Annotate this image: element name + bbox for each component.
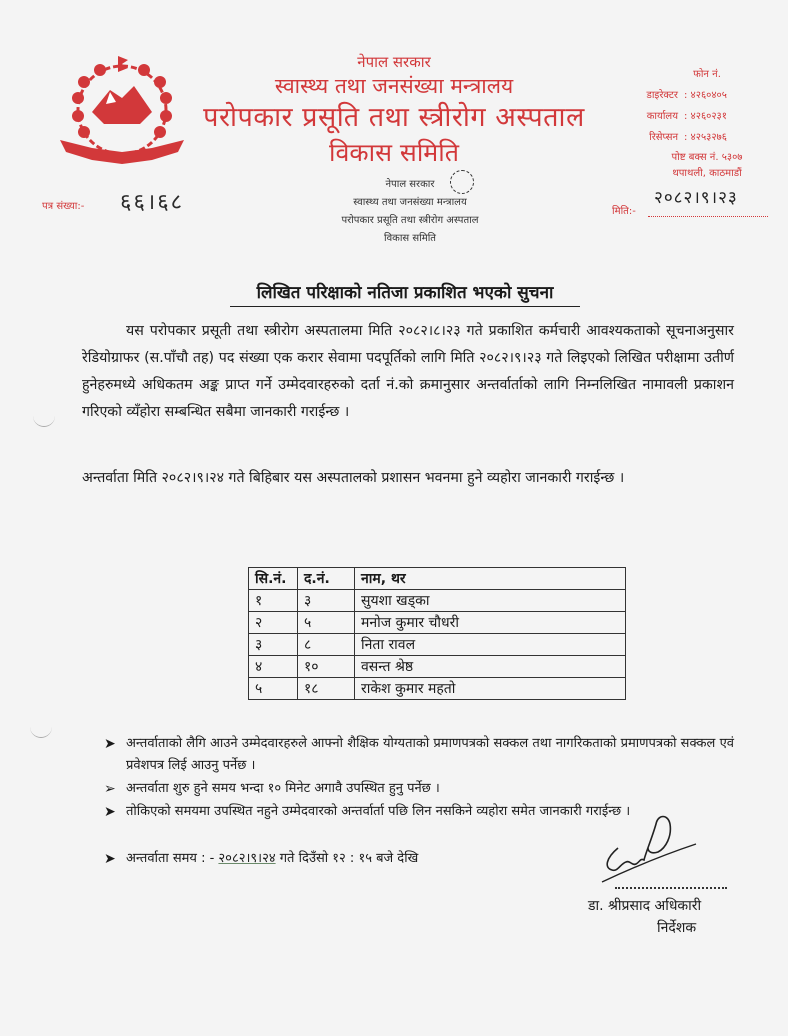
results-table [248,567,626,700]
interview-time-prefix: अन्तर्वाता समय : - [126,851,219,866]
cell-serial: ३ [249,634,298,656]
contact-row [600,106,780,127]
cell-reg-no: ३ [298,590,355,612]
cell-serial: ४ [249,656,298,678]
date-dotted-line [648,212,768,217]
contact-row [600,127,780,148]
instruction-text: तोकिएको समयमा उपस्थित नहुने उम्मेदवारको अन्तर्वार्ता पछि लिन नसकिने व्यहोरा समेत जानकारी गराईन्छ । [126,804,631,819]
office-stamp [300,170,520,274]
instruction-text: अन्तर्वाता शुरु हुने समय भन्दा १० मिनेट अगावै उपस्थित हुनु पर्नेछ । [126,781,440,796]
instruction-item [104,778,734,800]
signatory-title: निर्देशक [657,920,697,936]
contact-value: : ४२६०४०५ [684,90,727,101]
address: थपाथली, काठमाडौं [672,168,742,179]
punch-hole-mark [30,727,52,738]
table-header-row [249,568,626,590]
committee-title: विकास समिति [329,138,459,167]
notice-paragraph-2: अन्तर्वाता मिति २०८२।९।२४ गते बिहिबार यस अस्पतालको प्रशासन भवनमा हुने व्यहोरा जानकारी गराईन्छ । [82,470,625,486]
date-value: २०८२।९।२३ [654,188,738,208]
date-label: मिति:- [612,206,636,217]
instruction-text: अन्तर्वाताको लैगि आउने उम्मेदवारहरुले आफ्नो शैक्षिक योग्यताको प्रमाणपत्रको सक्कल तथा नागरिकताको प्रमाणपत्रको सक्कल एवं प्रवेशपत्र लिई आउनु पर्नेछ । [126,736,734,773]
cell-reg-no: ८ [298,634,355,656]
contact-block [600,64,780,182]
reference-number: ६६।६८ [120,190,185,215]
instruction-item [104,733,734,777]
arrow-bullet-icon: ➤ [104,736,116,752]
contact-label: डाइरेक्टर [646,90,678,101]
stamp-line-4: विकास समिति [384,233,436,244]
contact-value: : ४२५३२७६ [684,132,727,143]
cell-serial: ५ [249,678,298,700]
cell-reg-no: १८ [298,678,355,700]
stamp-line-3: परोपकार प्रसूति तथा स्त्रीरोग अस्पताल [341,215,479,226]
cell-name: राकेश कुमार महतो [355,678,626,700]
cell-serial: २ [249,612,298,634]
ministry-title: स्वास्थ्य तथा जनसंख्या मन्त्रालय [274,74,514,98]
po-box: पोष्ट बक्स नं. ५३०७ [671,152,743,163]
column-header-serial: सि.नं. [249,568,298,590]
table-row [249,634,626,656]
interview-time-suffix: गते दिउँसो १२ : १५ बजे देखि [275,851,419,866]
contact-row [600,85,780,106]
stamp-line-1: नेपाल सरकार [385,179,435,190]
cell-name: सुयशा खड्का [355,590,626,612]
column-header-name: नाम, थर [355,568,626,590]
hospital-title: परोपकार प्रसूति तथा स्त्रीरोग अस्पताल [203,102,585,133]
cell-reg-no: १० [298,656,355,678]
arrow-bullet-icon: ➢ [104,781,116,797]
notice-title: लिखित परिक्षाको नतिजा प्रकाशित भएको सुचना [230,282,580,307]
cell-name: वसन्त श्रेष्ठ [355,656,626,678]
contact-label: कार्यालय [646,111,678,122]
table-row [249,612,626,634]
reference-label: पत्र संख्या:- [42,201,85,212]
arrow-bullet-icon: ➤ [104,804,116,820]
punch-hole-mark [33,416,55,427]
arrow-bullet-icon: ➤ [104,851,116,867]
signatory-name: डा. श्रीप्रसाद अधिकारी [588,898,702,914]
interview-date: २०८२।९।२४ [218,851,276,866]
signature-line [615,887,727,889]
stamp-line-2: स्वास्थ्य तथा जनसंख्या मन्त्रालय [353,197,467,208]
table-row [249,678,626,700]
phone-title: फोन नं. [693,69,721,80]
column-header-reg-no: द.नं. [298,568,355,590]
cell-name: मनोज कुमार चौधरी [355,612,626,634]
cell-name: निता रावल [355,634,626,656]
table-row [249,656,626,678]
cell-serial: १ [249,590,298,612]
notice-paragraph-1: यस परोपकार प्रसूती तथा स्त्रीरोग अस्पतालमा मिति २०८२।८।२३ गते प्रकाशित कर्मचारी आवश्यकताको सूचनाअनुसार रेडियोग्राफर (स.पाँचौ तह) पद संख्या एक करार सेवामा पदपूर्तिको लागि मिति २०८२।९।२३ गते लिइएको लिखित परीक्षामा उतीर्ण हुनेहरुमध्ये अधिकतम अङ्क प्राप्त गर्ने उम्मेदवारहरुको दर्ता नं.को क्रमानुसार अन्तर्वार्ताको लागि निम्नलिखित नामावली प्रकाशन गरिएको व्यँहोरा सम्बन्धित सबैमा जानकारी गराईन्छ । [82,323,734,420]
government-title: नेपाल सरकार [357,53,431,71]
contact-label: रिसेप्सन [649,132,678,143]
contact-value: : ४२६०२३१ [684,111,727,122]
table-row [249,590,626,612]
handwritten-signature [596,812,716,884]
cell-reg-no: ५ [298,612,355,634]
